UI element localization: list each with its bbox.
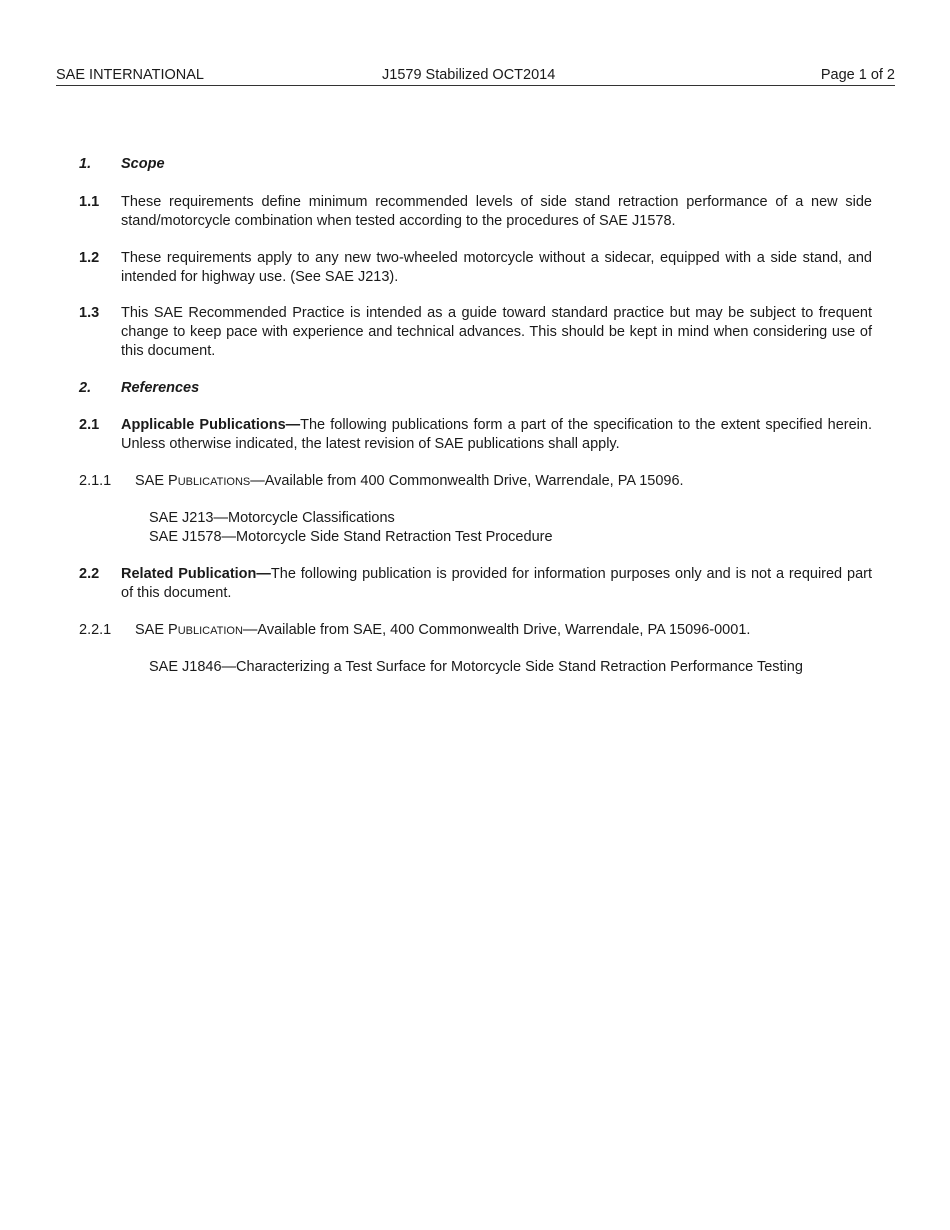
sae-prefix: SAE P: [135, 622, 178, 638]
section-body: —Available from 400 Commonwealth Drive, Warrendale, PA 15096.: [250, 473, 684, 489]
section-2-1: [79, 416, 872, 454]
section-2-heading: [79, 379, 872, 398]
section-lead: Related Publication—: [121, 566, 271, 582]
section-2-1-1: [79, 472, 872, 492]
section-number: 2.1: [79, 417, 100, 433]
section-number: 2.2.1: [79, 622, 112, 638]
section-number: 1.1: [79, 194, 100, 210]
section-text: [135, 472, 872, 492]
section-body: The following publication is provided for information purposes only and is not a required part of this document.: [121, 566, 872, 601]
section-text: [121, 416, 872, 454]
section-2-2: [79, 565, 872, 603]
section-body: The following publications form a part of the specification to the extent specified herein. Unless otherwise indicated, the latest revision of SAE publications shall apply.: [121, 417, 872, 452]
sae-prefix: SAE P: [135, 473, 178, 489]
section-number: 1.2: [79, 250, 100, 266]
section-number: 2.: [79, 380, 92, 396]
section-title: References: [121, 380, 200, 396]
section-1-2: [79, 249, 872, 287]
reference-item: SAE J1578—Motorcycle Side Stand Retraction Test Procedure: [149, 529, 553, 545]
section-body: —Available from SAE, 400 Commonwealth Drive, Warrendale, PA 15096-0001.: [242, 622, 751, 638]
section-1-3: [79, 304, 872, 361]
small-caps-text: UBLICATION: [177, 625, 243, 637]
section-title: Scope: [121, 156, 165, 172]
small-caps-text: UBLICATIONS: [177, 476, 251, 488]
reference-item: SAE J213—Motorcycle Classifications: [149, 510, 395, 526]
section-1-heading: [79, 155, 872, 174]
reference-item: SAE J1846—Characterizing a Test Surface for Motorcycle Side Stand Retraction Performance Testing: [149, 659, 803, 675]
section-text: This SAE Recommended Practice is intended as a guide toward standard practice but may be subject to frequent change to keep pace with experience and technical advances. This should be kept in mind when considering use of this document.: [121, 305, 872, 359]
section-text: These requirements define minimum recommended levels of side stand retraction performance of a new side stand/motorcycle combination when tested according to the procedures of SAE J1578.: [121, 194, 872, 229]
section-number: 1.: [79, 156, 92, 172]
page-header: [56, 66, 895, 86]
section-number: 2.1.1: [79, 473, 112, 489]
header-document-id: J1579 Stabilized OCT2014: [382, 67, 556, 83]
section-number: 2.2: [79, 566, 100, 582]
section-number: 1.3: [79, 305, 100, 321]
section-text: [121, 565, 872, 603]
section-lead: Applicable Publications—: [121, 417, 301, 433]
section-1-1: [79, 193, 872, 231]
header-organization: SAE INTERNATIONAL: [56, 67, 204, 83]
section-text: [135, 621, 872, 641]
section-text: These requirements apply to any new two-wheeled motorcycle without a sidecar, equipped with a side stand, and intended for highway use. (See SAE J213).: [121, 250, 872, 285]
header-page-number: Page 1 of 2: [820, 67, 895, 83]
section-2-2-1: [79, 621, 872, 641]
